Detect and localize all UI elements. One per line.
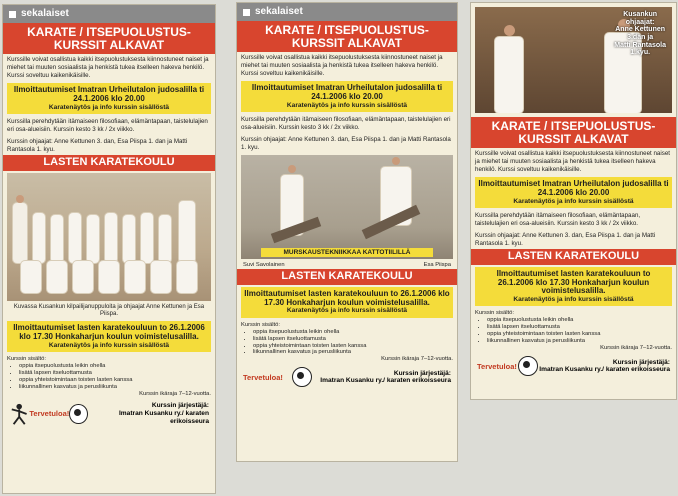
organizer [88, 402, 209, 425]
footer [237, 365, 457, 389]
demo-photo [241, 155, 453, 259]
contents-item: • oppia yhteistoimintaan toisten lasten kanssa [487, 331, 672, 338]
course-contents [471, 308, 676, 354]
age-range: Kurssin ikäraja 7–12-vuotta. [139, 390, 211, 397]
contents-item: • lisätä lapsen itseluottamusta [19, 370, 211, 377]
kids-title: LASTEN KARATEKOULU [237, 269, 457, 285]
karate-body: Kurssille voivat osallistua kaikki itsepuolustuksesta kiinnostuneet naiset ja miehet tai muuten sosiaalista ja henkistä tukea itselleen hakeva henkilö. Kurssi soveltuu kaikenikäisille. [475, 150, 671, 173]
instructors: Kurssin ohjaajat: Anne Kettunen 3. dan, Esa Piispa 1. dan ja Matti Rantasola 1. kyu. [7, 137, 188, 153]
contents-item: • liikunnallinen kasvatus ja perusliikunta [253, 349, 453, 356]
photo-name-right: Esa Piispa [423, 262, 451, 269]
karate-description: Kurssilla perehdytään itämaiseen filosofiaan, elämäntapaan, taistelulajien eri osa-alueisiin. Kurssin kesto 3 kk / 2x viikko. [475, 212, 641, 228]
karate-title: KARATE / ITSEPUOLUSTUS-KURSSIT ALKAVAT [3, 23, 215, 54]
footer [3, 400, 215, 428]
registration-line-1: Ilmoittautumiset Imatran Urheilutalon judosalilla ti 24.1.2006 klo 20.00 [13, 85, 205, 104]
kids-registration-line-1: Ilmoittautumiset lasten karatekouluun to 26.1.2006 klo 17.30 Honkaharjun koulun voimistelusalilla. [496, 268, 651, 296]
organizer-label: Kurssin järjestäjä: [393, 369, 451, 377]
photo-names [237, 261, 457, 269]
welcome-text: Tervetuloa! [477, 361, 517, 371]
karate-description: Kurssilla perehdytään itämaiseen filosofiaan, elämäntapaan, taistelulajien eri osa-alueisiin. Kurssin kesto 3 kk / 2x viikko. [7, 118, 208, 134]
course-contents [237, 320, 457, 366]
overlay-line: 3.dan ja [627, 34, 654, 42]
organizer-label: Kurssin järjestäjä: [151, 402, 209, 410]
registration-line-2: Karatenäytös ja info kurssin sisällöstä [286, 102, 408, 110]
contents-label: Kurssin sisältö: [241, 321, 280, 328]
overlay-line: Anne Kettunen [615, 26, 666, 34]
contents-label: Kurssin sisältö: [7, 356, 46, 363]
karate-title: KARATE / ITSEPUOLUSTUS-KURSSIT ALKAVAT [237, 21, 457, 52]
clipping-right [470, 2, 677, 400]
registration-line-2: Karatenäytös ja info kurssin sisällöstä [513, 198, 634, 206]
karate-body: Kurssille voivat osallistua kaikki itsepuolustuksesta kiinnostuneet naiset ja miehet tai muuten sosiaalista ja henkistä tukea itselleen hakeva henkilö. Kurssi soveltuu kaikenikäisille. [7, 56, 209, 79]
clipping-left [2, 4, 216, 494]
registration-box [475, 177, 672, 208]
overlay-line: Kusankun [623, 11, 658, 18]
overlay-line: 1.kyu. [630, 49, 651, 57]
contents-item: • oppia yhteistoimintaan toisten lasten kanssa [253, 343, 453, 350]
kids-title: LASTEN KARATEKOULU [471, 249, 676, 265]
contents-item: • oppia itsepuolustusta leikin ohella [253, 329, 453, 336]
kids-registration-line-2: Karatenäytös ja info kurssin sisällöstä [513, 296, 634, 304]
photo-name-left: Suvi Savolainen [243, 262, 285, 269]
contents-item: • liikunnallinen kasvatus ja perusliikunta [487, 338, 672, 345]
club-logo-icon [69, 404, 88, 424]
organizer-name: Imatran Kusanku ry./ karaten erikoisseura [118, 409, 209, 425]
organizer-name: Imatran Kusanku ry./ karaten erikoisseura [539, 366, 670, 374]
instructors: Kurssin ohjaajat: Anne Kettunen 3. dan, Esa Piispa 1. dan ja Matti Rantasola 1. kyu. [475, 231, 656, 247]
organizer [539, 359, 670, 374]
registration-line-1: Ilmoittautumiset Imatran Urheilutalon judosalilla ti 24.1.2006 klo 20.00 [251, 83, 443, 102]
kids-registration-box [7, 321, 211, 352]
registration-line-1: Ilmoittautumiset Imatran Urheilutalon judosalilla ti 24.1.2006 klo 20.00 [478, 179, 669, 198]
clipping-middle [236, 2, 458, 462]
kids-registration-line-2: Karatenäytös ja info kurssin sisällöstä [48, 341, 170, 349]
instructors-photo [475, 7, 672, 113]
contents-item: • lisätä lapsen itseluottamusta [253, 336, 453, 343]
contents-item: • liikunnallinen kasvatus ja perusliikunta [19, 384, 211, 391]
kids-registration-box [475, 267, 672, 307]
organizer-label: Kurssin järjestäjä: [612, 358, 670, 366]
karateka-icon [9, 402, 29, 426]
registration-box [241, 81, 453, 112]
organizer-name: Imatran Kusanku ry./ karaten erikoisseura [320, 377, 451, 385]
karate-description: Kurssilla perehdytään itämaiseen filosofiaan, elämäntapaan, taistelulajien eri osa-alueisiin. Kurssin kesto 3 kk / 2x viikko. [241, 116, 451, 132]
group-photo [7, 173, 211, 301]
overlay-line: ohjaajat: [625, 18, 655, 26]
kids-registration-box [241, 287, 453, 318]
club-logo-icon [292, 367, 312, 387]
overlay-line: Matti Rantasola [614, 41, 666, 49]
age-range: Kurssin ikäraja 7–12-vuotta. [381, 356, 453, 363]
kids-registration-line-1: Ilmoittautumiset lasten karatekouluun to 26.1.2006 klo 17.30 Honkaharjun koulun voimistelusalilla. [13, 323, 205, 341]
contents-item: • oppia itsepuolustusta leikin ohella [487, 317, 672, 324]
age-range: Kurssin ikäraja 7–12-vuotta. [600, 345, 672, 352]
instructors-overlay [614, 11, 666, 57]
contents-item: • oppia itsepuolustusta leikin ohella [19, 363, 211, 370]
demo-strip: MURSKAUSTEKNIIKKAA KATTOTIILILLÄ [261, 248, 433, 257]
karate-body: Kurssille voivat osallistua kaikki itsepuolustuksesta kiinnostuneet naiset ja miehet tai muuten sosiaalista ja henkistä tukea itselleen hakeva henkilö. Kurssi soveltuu kaikenikäisille. [241, 54, 443, 77]
section-label: sekalaiset [237, 3, 457, 21]
karate-title: KARATE / ITSEPUOLUSTUS-KURSSIT ALKAVAT [471, 117, 676, 148]
welcome-text: Tervetuloa! [243, 372, 283, 382]
registration-box [7, 83, 211, 114]
instructors: Kurssin ohjaajat: Anne Kettunen 3. dan, Esa Piispa 1. dan ja Matti Rantasola 1. kyu. [241, 135, 451, 151]
welcome-text: Tervetuloa! [29, 409, 70, 419]
footer [471, 354, 676, 378]
kids-title: LASTEN KARATEKOULU [3, 155, 215, 171]
contents-item: • lisätä lapsen itseluottamusta [487, 324, 672, 331]
registration-line-2: Karatenäytös ja info kurssin sisällöstä [48, 104, 170, 112]
organizer [320, 370, 451, 385]
contents-label: Kurssin sisältö: [475, 310, 514, 317]
course-contents [3, 354, 215, 400]
kids-registration-line-1: Ilmoittautumiset lasten karatekouluun to 26.1.2006 klo 17.30 Honkaharjun koulun voimistelusalilla. [244, 288, 450, 307]
section-label: sekalaiset [3, 5, 215, 23]
contents-item: • oppia yhteistoimintaan toisten lasten kanssa [19, 377, 211, 384]
photo-caption: Kuvassa Kusankun kilpailijanuppuloita ja ohjaajat Anne Kettunen ja Esa Piispa. [13, 303, 205, 318]
kids-registration-line-2: Karatenäytös ja info kurssin sisällöstä [286, 307, 408, 315]
club-logo-icon [518, 356, 538, 376]
